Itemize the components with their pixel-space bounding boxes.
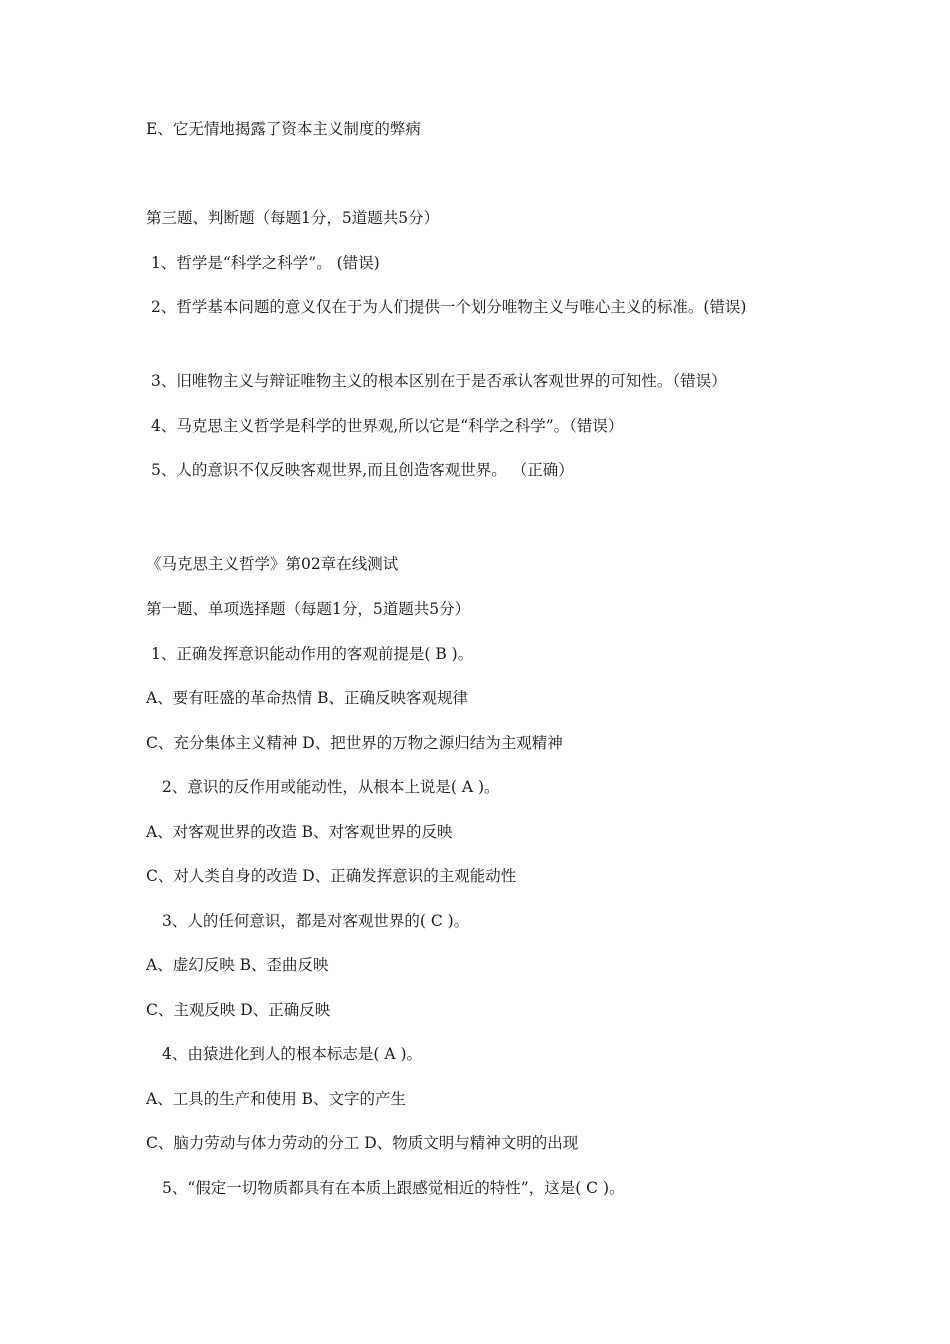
question-1-options-ab: A、要有旺盛的革命热情 B、正确反映客观规律: [146, 689, 469, 707]
judgement-item-1: 1、哲学是“科学之科学”。 (错误): [151, 254, 380, 272]
question-2-options-ab: A、对客观世界的改造 B、对客观世界的反映: [146, 823, 453, 841]
question-2-options-cd: C、对人类自身的改造 D、正确发挥意识的主观能动性: [146, 867, 517, 885]
judgement-item-2: 2、哲学基本问题的意义仅在于为人们提供一个划分唯物主义与唯心主义的标准。(错误): [151, 298, 747, 316]
option-e-text: E、它无情地揭露了资本主义制度的弊病: [146, 120, 421, 138]
section-three-heading: 第三题、判断题（每题1分，5道题共5分）: [146, 209, 440, 227]
question-5-stem: 5、“假定一切物质都具有在本质上跟感觉相近的特性”，这是( C )。: [162, 1179, 625, 1197]
question-4-options-ab: A、工具的生产和使用 B、文字的产生: [146, 1090, 407, 1108]
judgement-item-4: 4、马克思主义哲学是科学的世界观,所以它是“科学之科学”。（错误）: [151, 417, 624, 435]
question-4-options-cd: C、脑力劳动与体力劳动的分工 D、物质文明与精神文明的出现: [146, 1134, 579, 1152]
question-2-stem: 2、意识的反作用或能动性，从根本上说是( A )。: [162, 778, 500, 796]
judgement-item-5: 5、人的意识不仅反映客观世界,而且创造客观世界。 （正确）: [151, 461, 574, 479]
question-1-options-cd: C、充分集体主义精神 D、把世界的万物之源归结为主观精神: [146, 734, 563, 752]
judgement-item-3: 3、旧唯物主义与辩证唯物主义的根本区别在于是否承认客观世界的可知性。（错误）: [151, 372, 727, 390]
question-3-stem: 3、人的任何意识，都是对客观世界的( C )。: [162, 912, 470, 930]
chapter-title: 《马克思主义哲学》第02章在线测试: [146, 555, 399, 573]
question-3-options-ab: A、虚幻反映 B、歪曲反映: [146, 956, 329, 974]
section-one-heading: 第一题、单项选择题（每题1分，5道题共5分）: [146, 600, 471, 618]
question-4-stem: 4、由猿进化到人的根本标志是( A )。: [162, 1045, 423, 1063]
question-1-stem: 1、正确发挥意识能动作用的客观前提是( B )。: [151, 645, 474, 663]
question-3-options-cd: C、主观反映 D、正确反映: [146, 1001, 331, 1019]
